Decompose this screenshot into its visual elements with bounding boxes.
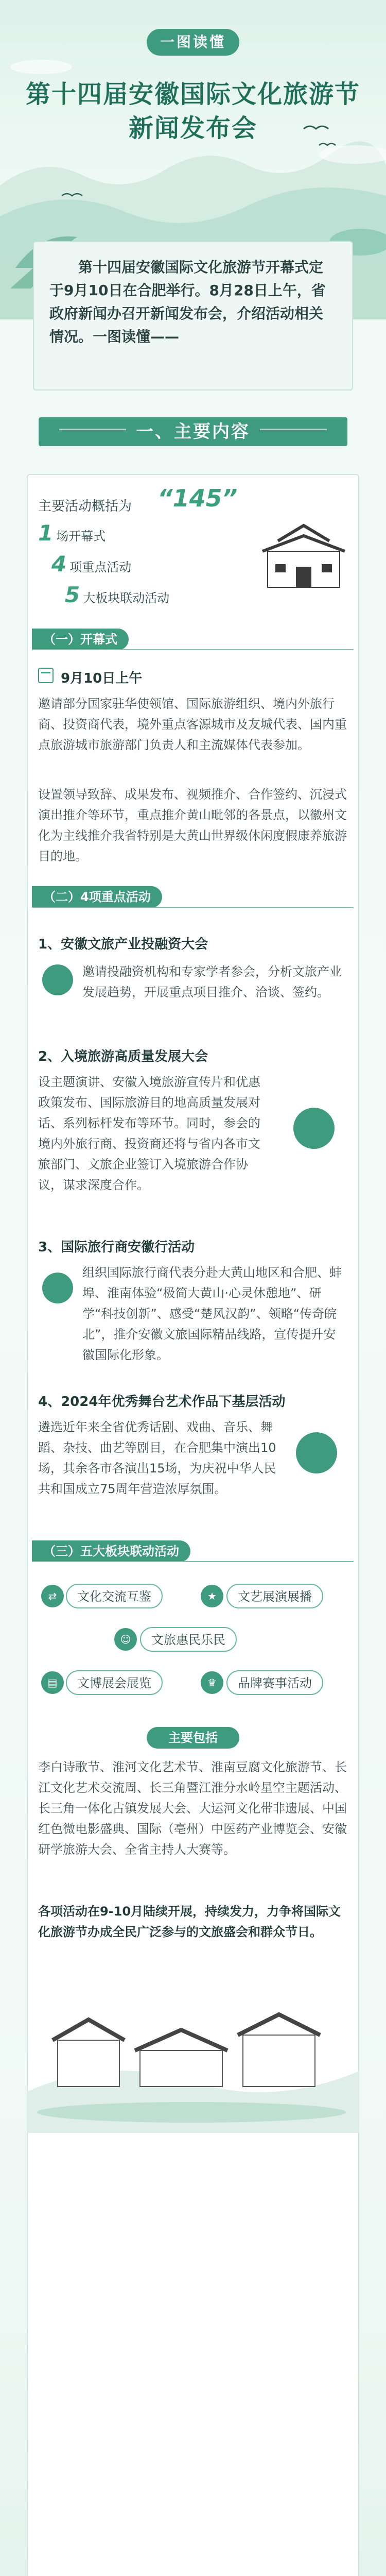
- pill-item: 文旅惠民乐民: [140, 1627, 237, 1652]
- pill-item: 品牌赛事活动: [226, 1670, 323, 1695]
- people-icon: ☺: [114, 1628, 137, 1651]
- title-line-2: 新闻发布会: [128, 114, 257, 143]
- summary-number: “145”: [157, 484, 238, 512]
- tag-opening: （一）开幕式: [32, 629, 129, 650]
- opening-para-2: 设置领导致辞、成果发布、视频推介、合作签约、沉浸式演出推介等环节，重点推介黄山毗邻的各景点，以徽州文化为主线推介我省特别是大黄山世界级休闲度假康养旅游目的地。: [38, 787, 347, 863]
- key-activity-title: 1、安徽文旅产业投融资大会: [38, 937, 208, 952]
- key-activity-text: 遴选近年来全省优秀话剧、戏曲、音乐、舞蹈、杂技、曲艺等剧目，在合肥集中演出10场，其余各市各演出15场，为庆祝中华人民共和国成立75周年营造浓厚氛围。: [38, 1420, 276, 1496]
- trophy-icon: ♛: [201, 1671, 223, 1694]
- pill-item: 文化交流互鉴: [66, 1584, 163, 1608]
- pill-item: 文艺展演展播: [226, 1584, 323, 1608]
- tag-key-activities: （二）4项重点活动: [32, 886, 162, 908]
- summary-item-num: 1: [38, 520, 54, 546]
- building-icon: [42, 1273, 73, 1303]
- key-activity-text: 邀请投融资机构和专家学者参会，分析文旅产业发展趋势，开展重点项目推介、洽谈、签约。: [82, 964, 342, 999]
- summary-item-num: 4: [51, 551, 67, 577]
- page-title: [10, 77, 376, 145]
- tag-divider: [32, 1561, 354, 1562]
- summary-item: [51, 551, 131, 577]
- summary-item: [65, 582, 169, 607]
- huizhou-house-icon: [257, 515, 350, 598]
- opera-mask-icon: [296, 1432, 337, 1473]
- tag-divider: [32, 649, 354, 650]
- summary-item-text: 场开幕式: [56, 529, 106, 544]
- include-text: 李白诗歌节、淮河文化艺术节、淮南豆腐文化旅游节、长江文化艺术交流周、长三角暨江淮分水岭星空主题活动、长三角一体化古镇发展大会、大运河文化带非遗展、中国红色微电影盛典、国际（亳州）中医药产业博览会、安徽研学旅游大会、全省主持人大赛等。: [38, 1760, 347, 1857]
- village-illustration: [27, 1978, 359, 2133]
- intro-box: [33, 241, 353, 391]
- summary-item-text: 项重点活动: [69, 560, 132, 574]
- tag-five-sections: （三）五大板块联动活动: [32, 1540, 190, 1562]
- summary-item-num: 5: [65, 582, 80, 607]
- title-line-1: 第十四届安徽国际文化旅游节: [25, 80, 360, 109]
- summary-item: [38, 520, 106, 546]
- opening-para-1: 邀请部分国家驻华使领馆、国际旅游组织、境内外旅行商、投资商代表，境外重点客源城市及友城代表、国内重点旅游城市旅游部门负责人和主流媒体代表参加。: [38, 697, 347, 752]
- summary-prefix: 主要活动概括为: [38, 499, 132, 514]
- airplane-icon: [293, 1108, 335, 1149]
- include-badge: 主要包括: [147, 1727, 239, 1749]
- opening-date: 9月10日上午: [61, 671, 143, 686]
- key-activity-title: 3、国际旅行商安徽行活动: [38, 1240, 195, 1255]
- intro-text: 第十四届安徽国际文化旅游节开幕式定于9月10日在合肥举行。8月28日上午，省政府新闻办召开新闻发布会，介绍活动相关情况。一图读懂——: [49, 259, 326, 345]
- exchange-icon: ⇄: [41, 1585, 64, 1607]
- closing-text: 各项活动在9-10月陆续开展，持续发力，力争将国际文化旅游节办成全民广泛参与的文旅盛会和群众节日。: [38, 1904, 341, 1939]
- key-activity-title: 2、入境旅游高质量发展大会: [38, 1049, 208, 1064]
- museum-icon: ▤: [41, 1671, 64, 1694]
- key-activity-text: 组织国际旅行商代表分赴大黄山地区和合肥、蚌埠、淮南体验“极简大黄山·心灵休憩地”、研学“科技创新”、感受“楚风汉韵”、领略“传奇皖北”，推介安徽文旅国际精品线路，宣传提升安徽国际化形象。: [82, 1265, 342, 1362]
- key-activity-title: 4、2024年优秀舞台艺术作品下基层活动: [38, 1394, 286, 1410]
- section-banner-main-content: [39, 412, 347, 451]
- summary-item-text: 大板块联动活动: [83, 591, 170, 605]
- handshake-icon: [42, 964, 73, 995]
- calendar-icon: [38, 668, 54, 683]
- key-activity-text: 设主题演讲、安徽入境旅游宣传片和优惠政策发布、国际旅游目的地高质量发展对话、系列标杆发布等环节。同时，参会的境内外旅行商、投资商还将与省内各市文旅部门、文旅企业签订入境旅游合作协议，谋求深度合作。: [38, 1075, 260, 1192]
- stage-icon: ★: [201, 1585, 223, 1607]
- pill-item: 文博展会展览: [66, 1670, 163, 1695]
- tag-divider: [32, 907, 354, 908]
- header-badge: 一图读懂: [147, 29, 239, 56]
- section-label: 一、主要内容: [136, 421, 250, 442]
